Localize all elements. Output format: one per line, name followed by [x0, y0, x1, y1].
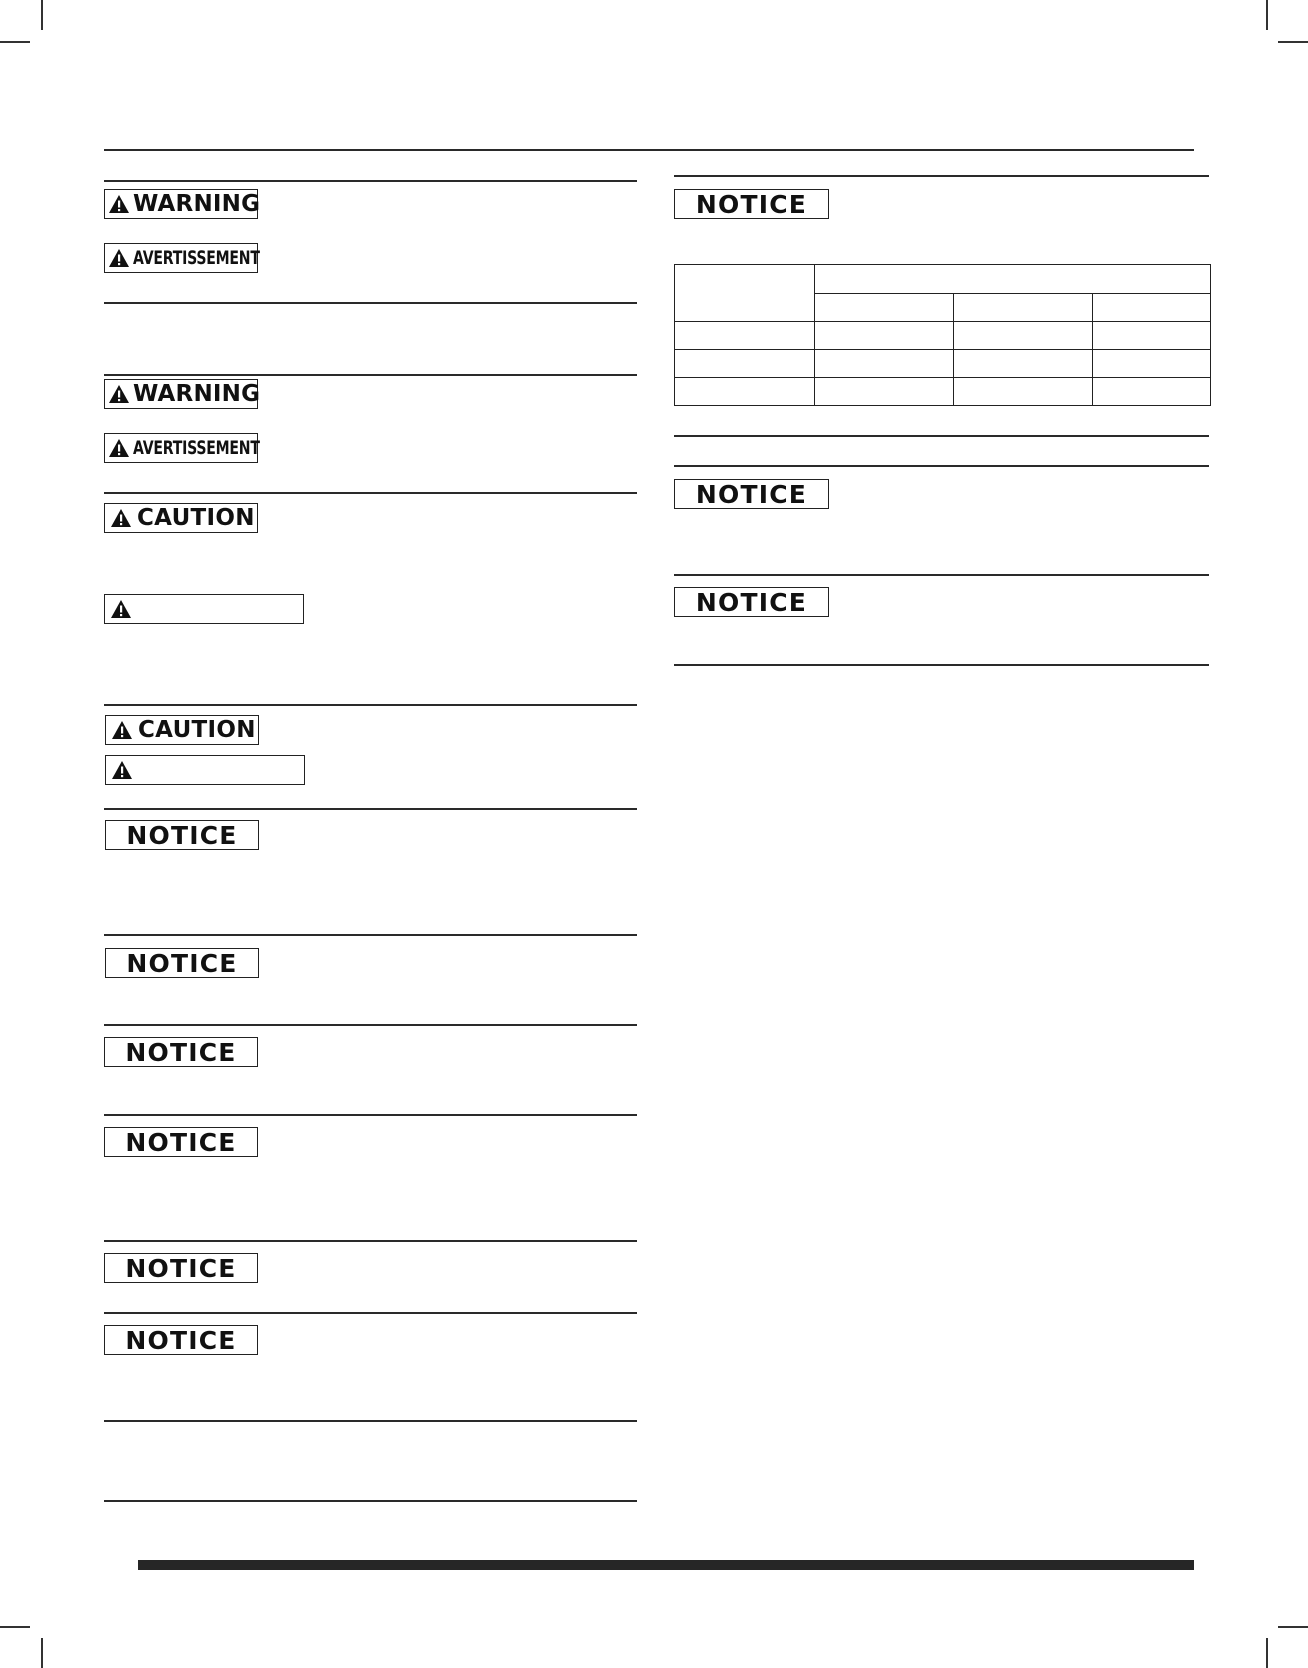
avertissement-label [104, 243, 258, 273]
warning-triangle-icon [108, 248, 130, 268]
avertissement-text: AVERTISSEMENT [133, 247, 260, 269]
warning-triangle-icon [108, 384, 130, 404]
table-cell [675, 378, 815, 406]
section-rule [674, 465, 1209, 467]
notice-label [105, 820, 259, 850]
table-cell [1093, 293, 1211, 322]
hazard-symbol-label [104, 594, 304, 624]
notice-label [104, 1127, 258, 1157]
warning-label [104, 379, 261, 409]
table-cell [815, 265, 1211, 294]
notice-text: NOTICE [695, 189, 808, 219]
caution-label [104, 503, 258, 533]
warning-triangle-icon [108, 438, 130, 458]
table-cell [1093, 322, 1211, 350]
table-cell [815, 293, 954, 322]
table-row [675, 322, 1211, 350]
crop-mark-bottom-right-h [1278, 1626, 1308, 1628]
section-rule [104, 704, 637, 706]
table-cell [954, 378, 1093, 406]
crop-mark-top-left-v [41, 0, 43, 30]
notice-label [104, 1037, 258, 1067]
notice-label [105, 948, 259, 978]
table-cell [675, 322, 815, 350]
table-cell [954, 322, 1093, 350]
table-cell [815, 322, 954, 350]
section-rule [674, 664, 1209, 666]
avertissement-text: AVERTISSEMENT [133, 437, 260, 459]
table-cell [954, 293, 1093, 322]
section-rule [104, 1114, 637, 1116]
table-cell [954, 350, 1093, 378]
hazard-symbol-label [105, 755, 305, 785]
section-rule [104, 1024, 637, 1026]
crop-mark-bottom-left-h [0, 1626, 30, 1628]
section-rule [104, 1500, 637, 1502]
caution-label [105, 715, 259, 745]
table-cell [1093, 378, 1211, 406]
warning-triangle-icon [111, 760, 133, 780]
notice-text: NOTICE [125, 1253, 237, 1283]
crop-mark-top-right-v [1266, 0, 1268, 30]
warning-label [104, 189, 261, 219]
table-header-row [675, 265, 1211, 294]
notice-text: NOTICE [695, 479, 808, 509]
section-rule [104, 180, 637, 182]
section-rule [104, 1420, 637, 1422]
avertissement-label [104, 433, 258, 463]
specification-table [674, 264, 1211, 406]
table-cell [815, 378, 954, 406]
section-rule [104, 492, 637, 494]
table-row [675, 378, 1211, 406]
notice-label [674, 479, 829, 509]
header-rule [104, 149, 1194, 151]
section-rule [674, 435, 1209, 437]
section-rule [674, 175, 1209, 177]
table-row [675, 350, 1211, 378]
notice-text: NOTICE [126, 820, 238, 850]
caution-text: CAUTION [138, 717, 256, 743]
caution-text: CAUTION [137, 505, 255, 531]
table-cell [1093, 350, 1211, 378]
table-cell [815, 350, 954, 378]
section-rule [104, 1312, 637, 1314]
warning-text: WARNING [133, 191, 261, 217]
warning-triangle-icon [111, 720, 133, 740]
warning-text: WARNING [133, 381, 261, 407]
section-rule [104, 374, 637, 376]
section-rule [104, 934, 637, 936]
section-rule [104, 302, 637, 304]
crop-mark-bottom-right-v [1266, 1638, 1268, 1668]
notice-label [104, 1325, 258, 1355]
crop-mark-top-right-h [1278, 41, 1308, 43]
notice-text: NOTICE [126, 948, 238, 978]
footer-bar [138, 1560, 1194, 1570]
warning-triangle-icon [110, 508, 132, 528]
notice-text: NOTICE [125, 1127, 237, 1157]
notice-text: NOTICE [125, 1325, 237, 1355]
crop-mark-top-left-h [0, 41, 30, 43]
warning-triangle-icon [108, 194, 130, 214]
notice-text: NOTICE [695, 587, 808, 617]
notice-text: NOTICE [125, 1037, 237, 1067]
section-rule [104, 808, 637, 810]
section-rule [674, 574, 1209, 576]
table-cell [675, 350, 815, 378]
notice-label [104, 1253, 258, 1283]
section-rule [104, 1240, 637, 1242]
table-cell [675, 265, 815, 322]
notice-label [674, 189, 829, 219]
crop-mark-bottom-left-v [41, 1638, 43, 1668]
notice-label [674, 587, 829, 617]
warning-triangle-icon [110, 599, 132, 619]
